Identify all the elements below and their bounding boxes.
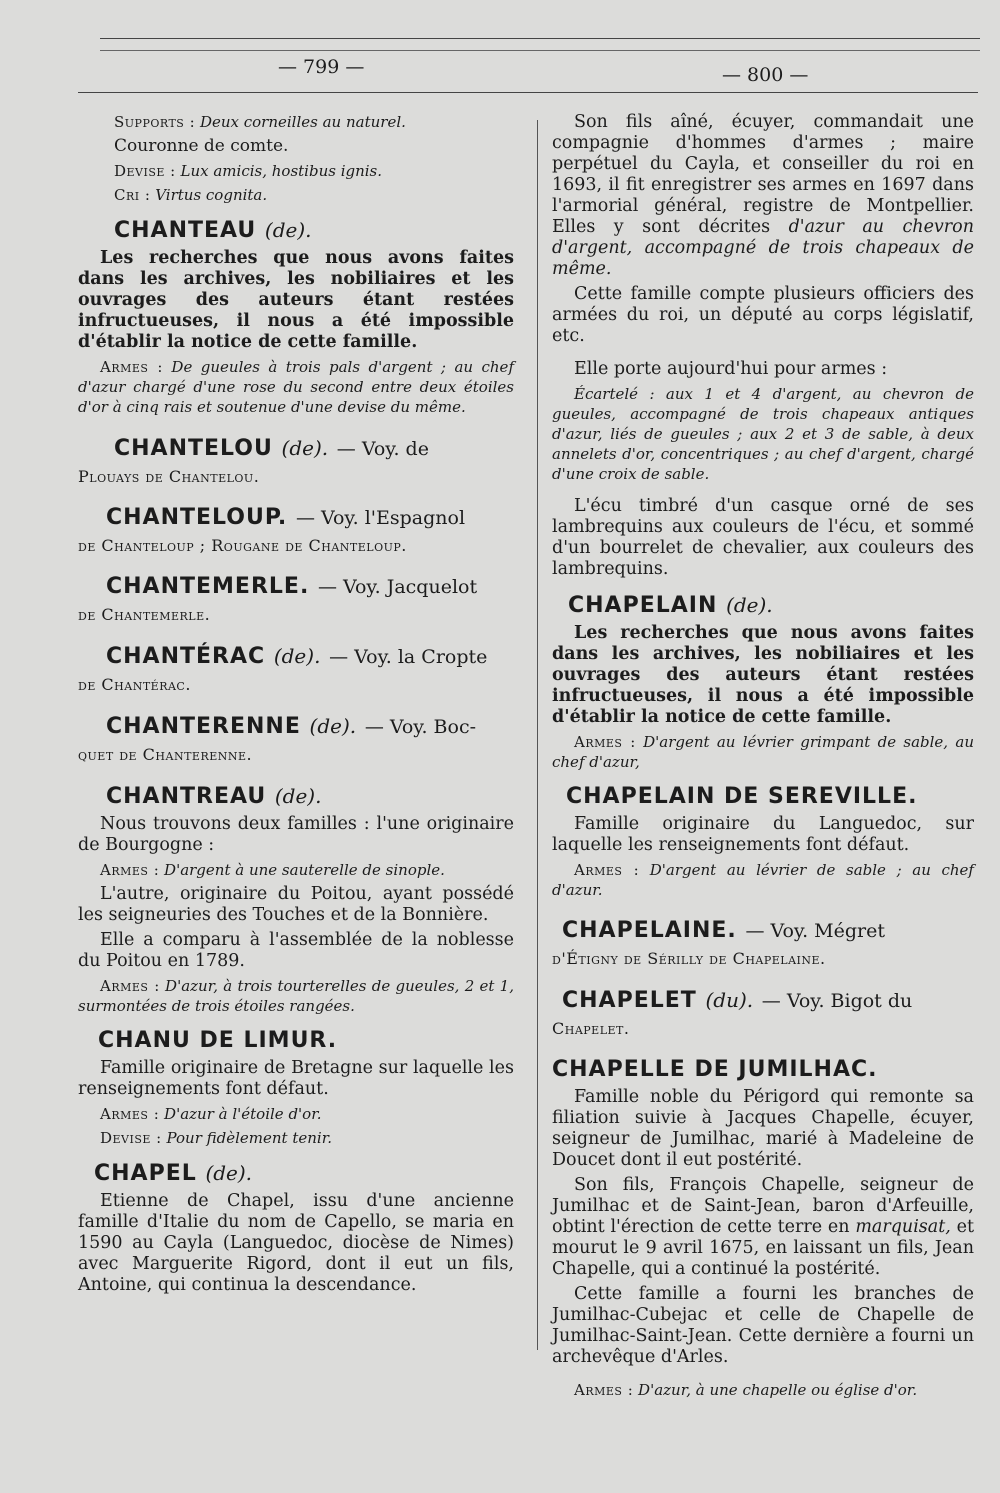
chanteloup-ref: de Chanteloup ; Rougane de Chanteloup. xyxy=(78,536,407,555)
heading-chantreau: CHANTREAU (de). xyxy=(106,784,322,809)
chapelain-armes: Armes : D'argent au lévrier grimpant de sable, au chef d'azur, xyxy=(552,733,974,771)
sereville-text: Famille originaire du Languedoc, sur laquelle les renseignements font défaut. xyxy=(552,814,974,855)
heading-chapelet: CHAPELET (du). — Voy. Bigot du xyxy=(562,988,913,1013)
right-column xyxy=(552,112,974,1404)
page-number-right: — 800 — xyxy=(722,64,809,86)
jumilhac-text-3: Cette famille a fourni les branches de Jumilhac-Cubejac et celle de Chapelle de Jumilhac-Saint-Jean. Cette dernière a fourni un archevêque d'Arles. xyxy=(552,1284,974,1367)
jumilhac-armes: Armes : D'azur, à une chapelle ou église d'or. xyxy=(574,1381,918,1399)
jumilhac-text-2: Son fils, François Chapelle, seigneur de Jumilhac et de Saint-Jean, baron d'Arfeuille, obtint l'érection de cette terre en marquisat, et mourut le 9 avril 1675, en laissant un fils, Jean Chapelle, qui a continué la postérité. xyxy=(552,1175,974,1279)
supports-line: Supports : Deux corneilles au naturel. xyxy=(114,113,406,131)
heading-chapelaine: CHAPELAINE. — Voy. Mégret xyxy=(562,918,886,943)
heading-chanteloup: CHANTELOUP. — Voy. l'Espagnol xyxy=(106,505,466,530)
chanu-text: Famille originaire de Bretagne sur laquelle les renseignements font défaut. xyxy=(78,1058,514,1099)
chanteau-armes: Armes : De gueules à trois pals d'argent ; au chef d'azur chargé d'une rose du second entre deux étoiles d'or à cinq rais et soutenue d'une devise du même. xyxy=(78,358,514,416)
chanterac-ref: de Chantérac. xyxy=(78,675,191,694)
chantemerle-ref: de Chantemerle. xyxy=(78,605,211,624)
column-divider xyxy=(537,120,538,1350)
left-column xyxy=(78,112,514,1300)
heading-chanterac: CHANTÉRAC (de). — Voy. la Cropte xyxy=(106,644,488,669)
chapel-ecartele: Écartelé : aux 1 et 4 d'argent, au chevron de gueules, accompagné de trois chapeaux antiques d'azur, liés de gueules ; aux 2 et 3 de sable, à deux annelets d'or, concentriques ; au chef d'argent, chargé d'une croix de sable. xyxy=(552,385,974,483)
chapel-continuation-1: Son fils aîné, écuyer, commandait une compagnie d'hommes d'armes ; maire perpétuel du Cayla, et conseiller du roi en 1693, il fit enregistrer ses armes en 1697 dans l'armorial général, registre de Montpellier. Elles y sont décrites d'azur au chevron d'argent, accompagné de trois chapeaux de même. xyxy=(552,112,974,279)
couronne-line: Couronne de comte. xyxy=(114,136,289,156)
heading-chapelain-de-sereville: CHAPELAIN DE SEREVILLE. xyxy=(566,784,918,809)
heading-chantemerle: CHANTEMERLE. — Voy. Jacquelot xyxy=(106,574,478,599)
chapel-ecu: L'écu timbré d'un casque orné de ses lambrequins aux couleurs de l'écu, et sommé d'un bourrelet de chevalier, aux couleurs des lambrequins. xyxy=(552,496,974,579)
heading-chantelou: CHANTELOU (de). — Voy. de xyxy=(114,436,429,461)
devise-line: Devise : Lux amicis, hostibus ignis. xyxy=(114,162,383,180)
chapelet-ref: Chapelet. xyxy=(552,1019,630,1038)
chantelou-ref: Plouays de Chantelou. xyxy=(78,467,260,486)
chantreau-armes-1: Armes : D'argent à une sauterelle de sinople. xyxy=(100,861,445,879)
chapelain-text: Les recherches que nous avons faites dans les archives, les nobiliaires et les ouvrages des auteurs étant restées infructueuses, il nous a été impossible d'établir la notice de cette famille. xyxy=(552,623,974,727)
chapel-text: Etienne de Chapel, issu d'une ancienne famille d'Italie du nom de Capello, se maria en 1590 au Cayla (Languedoc, diocèse de Nimes) avec Marguerite Rigord, dont il eut un fils, Antoine, qui continua la descendance. xyxy=(78,1191,514,1295)
top-rule xyxy=(100,38,980,39)
jumilhac-text-1: Famille noble du Périgord qui remonte sa filiation suivie à Jacques Chapelle, écuyer, seigneur de Jumilhac, marié à Madeleine de Doucet dont il eut postérité. xyxy=(552,1087,974,1170)
chantreau-text-2: L'autre, originaire du Poitou, ayant possédé les seigneuries des Touches et de la Bonnière. xyxy=(78,884,514,925)
chanterenne-ref: quet de Chanterenne. xyxy=(78,745,253,764)
chapel-continuation-3: Elle porte aujourd'hui pour armes : xyxy=(574,359,888,379)
heading-chapelle-de-jumilhac: CHAPELLE DE JUMILHAC. xyxy=(552,1057,878,1082)
heading-chanterenne: CHANTERENNE (de). — Voy. Boc- xyxy=(106,714,477,739)
chanteau-text: Les recherches que nous avons faites dans les archives, les nobiliaires et les ouvrages des auteurs étant restées infructueuses, il nous a été impossible d'établir la notice de cette famille. xyxy=(78,248,514,352)
chantreau-armes-2: Armes : D'azur, à trois tourterelles de gueules, 2 et 1, surmontées de trois étoiles rangées. xyxy=(78,977,514,1015)
chapelaine-ref: d'Étigny de Sérilly de Chapelaine. xyxy=(552,949,826,968)
chapel-continuation-2: Cette famille compte plusieurs officiers des armées du roi, un député au corps législatif, etc. xyxy=(552,284,974,346)
chantreau-text-3: Elle a comparu à l'assemblée de la noblesse du Poitou en 1789. xyxy=(78,930,514,971)
heading-chanu-de-limur: CHANU DE LIMUR. xyxy=(98,1028,338,1053)
header-rule xyxy=(78,92,978,93)
heading-chapelain: CHAPELAIN (de). xyxy=(568,593,773,618)
heading-chapel: CHAPEL (de). xyxy=(94,1161,253,1186)
cri-line: Cri : Virtus cognita. xyxy=(114,186,268,204)
heading-chanteau: CHANTEAU (de). xyxy=(114,218,312,243)
page-number-left: — 799 — xyxy=(278,56,365,78)
sereville-armes: Armes : D'argent au lévrier de sable ; au chef d'azur. xyxy=(552,861,974,899)
chantreau-text-1: Nous trouvons deux familles : l'une originaire de Bourgogne : xyxy=(78,814,514,855)
chanu-devise: Devise : Pour fidèlement tenir. xyxy=(100,1129,332,1147)
chanu-armes: Armes : D'azur à l'étoile d'or. xyxy=(100,1105,322,1123)
top-rule-2 xyxy=(100,50,980,51)
